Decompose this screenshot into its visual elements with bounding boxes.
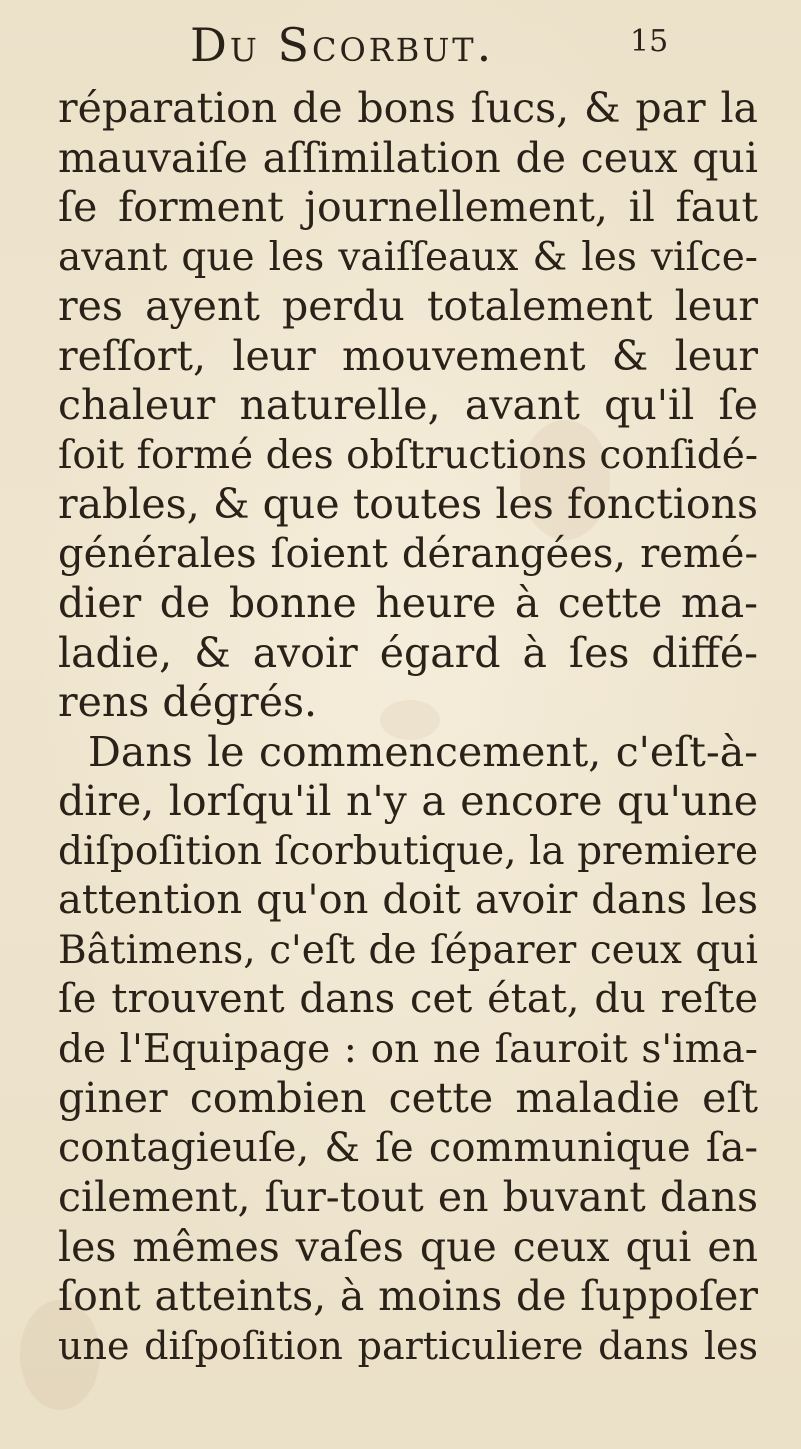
- text-line: générales ſoient dérangées, remé-: [58, 530, 758, 577]
- text-line: dire, lorſqu'il n'y a encore qu'une: [58, 777, 758, 825]
- text-line: ſont atteints, à moins de ſuppoſer: [58, 1272, 758, 1320]
- text-line: une diſpoſition particuliere dans les: [58, 1323, 758, 1368]
- text-line: les mêmes vaſes que ceux qui en: [58, 1222, 758, 1271]
- running-title: Du Scorbut.: [190, 18, 495, 72]
- text-line: ſoit formé des obſtructions conſidé-: [58, 432, 758, 478]
- text-line: giner combien cette maladie eſt: [58, 1074, 758, 1122]
- text-line: avant que les vaiſſeaux & les viſce-: [58, 234, 758, 280]
- text-line: Bâtimens, c'eſt de ſéparer ceux qui: [58, 927, 758, 973]
- text-line: réparation de bons ſucs, & par la: [58, 84, 758, 132]
- text-line: dier de bonne heure à cette ma-: [58, 579, 758, 627]
- text-line: reſſort, leur mouvement & leur: [58, 331, 758, 380]
- text-line: ſe trouvent dans cet état, du reſte: [58, 976, 758, 1022]
- text-line: cilement, ſur-tout en buvant dans: [58, 1173, 758, 1221]
- text-line: contagieuſe, & ſe communique ſa-: [58, 1124, 758, 1171]
- text-line: attention qu'on doit avoir dans les: [58, 877, 758, 923]
- text-line: res ayent perdu totalement leur: [58, 282, 758, 330]
- page-number: 15: [630, 24, 669, 59]
- text-line: diſpoſition ſcorbutique, la premiere: [58, 828, 759, 874]
- text-line: mauvaiſe aſſimilation de ceux qui: [58, 133, 758, 182]
- text-line: de l'Equipage : on ne ſauroit s'ima-: [58, 1026, 758, 1072]
- text-line: chaleur naturelle, avant qu'il ſe: [58, 381, 758, 429]
- page-header: [0, 18, 801, 78]
- text-line: rables, & que toutes les fonctions: [58, 480, 758, 528]
- paragraph-start-line: Dans le commencement, c'eſt-à-: [88, 727, 758, 776]
- text-line: ladie, & avoir égard à ſes diffé-: [58, 628, 758, 677]
- text-line: ſe forment journellement, il faut: [58, 183, 758, 231]
- body-text: [58, 84, 758, 1371]
- paragraph-end-line: rens dégrés.: [58, 678, 318, 726]
